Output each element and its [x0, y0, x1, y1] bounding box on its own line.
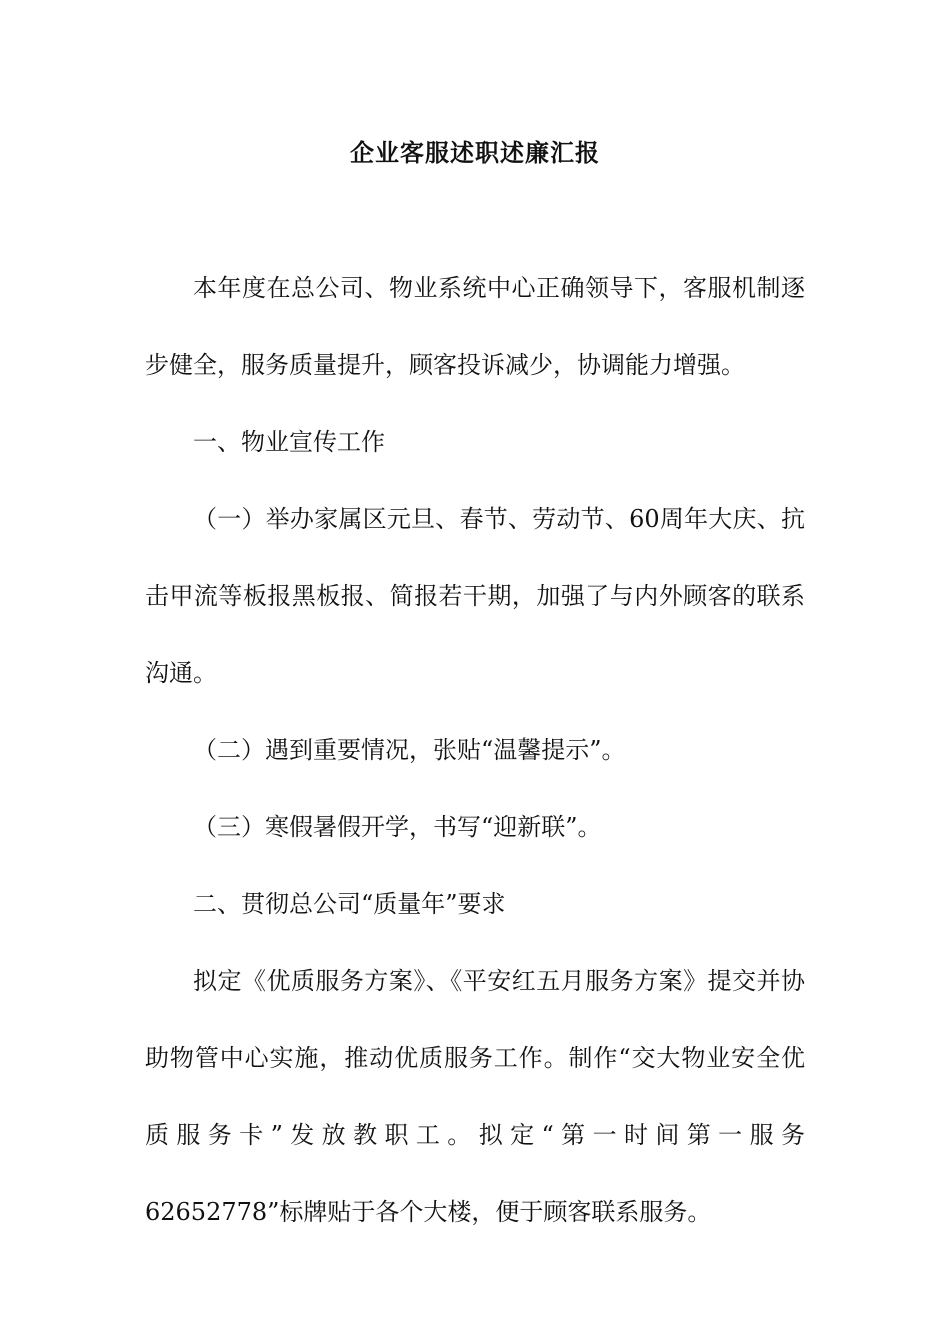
- quality-year-paragraph-continued: 62652778”标牌贴于各个大楼，便于顾客联系服务。: [145, 1198, 712, 1226]
- section-heading-publicity: 一、物业宣传工作: [193, 428, 385, 456]
- section-heading-quality-year: 二、贯彻总公司“质量年”要求: [193, 890, 506, 918]
- publicity-item-2: （二）遇到重要情况，张贴“温馨提示”。: [193, 736, 626, 764]
- document-title: 企业客服述职述廉汇报: [350, 138, 600, 167]
- document-body: [145, 250, 805, 1251]
- quality-year-paragraph: 拟定《优质服务方案》、《平安红五月服务方案》提交并协助物管中心实施，推动优质服务工作。制作“交大物业安全优质服务卡”发放教职工。拟定“第一时间第一服务: [145, 967, 805, 1149]
- intro-paragraph: 本年度在总公司、物业系统中心正确领导下，客服机制逐步健全，服务质量提升，顾客投诉减少，协调能力增强。: [145, 274, 805, 379]
- publicity-item-3: （三）寒假暑假开学，书写“迎新联”。: [193, 813, 602, 841]
- publicity-item-1: （一）举办家属区元旦、春节、劳动节、60周年大庆、抗击甲流等板报黑板报、简报若干期，加强了与内外顾客的联系沟通。: [145, 505, 805, 687]
